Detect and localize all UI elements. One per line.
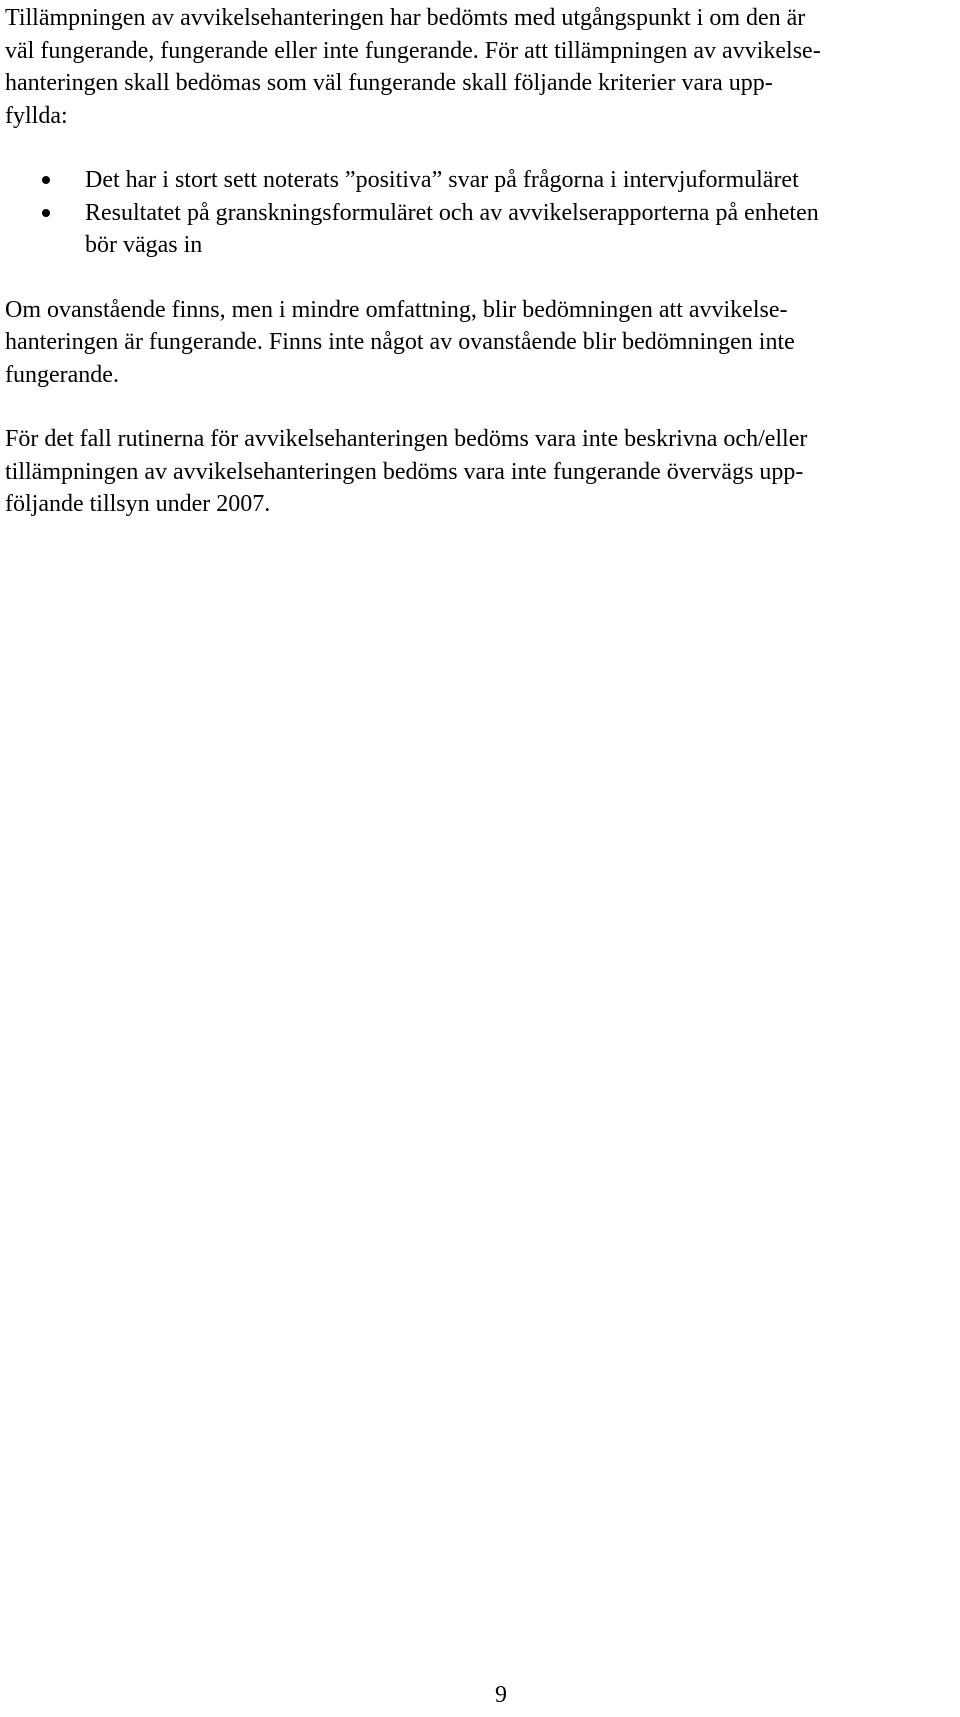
intro-paragraph: [5, 2, 945, 132]
intro-line: hanteringen skall bedömas som väl fungerande skall följande kriterier vara upp-: [5, 70, 773, 96]
followup-paragraph: [5, 423, 945, 521]
bullet-icon: [42, 176, 50, 184]
assessment-line: hanteringen är fungerande. Finns inte något av ovanstående blir bedömningen inte: [5, 329, 795, 355]
bullet-icon: [42, 209, 50, 217]
intro-line: väl fungerande, fungerande eller inte fungerande. För att tillämpningen av avvikelse-: [5, 37, 821, 64]
criteria-line: Resultatet på granskningsformuläret och av avvikelserapporterna på enheten: [85, 199, 819, 226]
assessment-paragraph: [5, 294, 945, 392]
followup-line: tillämpningen av avvikelsehanteringen bedöms vara inte fungerande övervägs upp-: [5, 458, 804, 485]
criteria-item: [5, 197, 945, 262]
assessment-line: fungerande.: [5, 361, 119, 388]
intro-line: Tillämpningen av avvikelsehanteringen har bedömts med utgångspunkt i om den är: [5, 5, 806, 31]
criteria-list: [5, 164, 945, 262]
criteria-line: bör vägas in: [85, 232, 203, 258]
page-number: 9: [495, 1682, 507, 1708]
intro-line: fyllda:: [5, 102, 68, 129]
assessment-line: Om ovanstående finns, men i mindre omfattning, blir bedömningen att avvikelse-: [5, 296, 788, 323]
criteria-item: [5, 164, 945, 197]
followup-line: följande tillsyn under 2007.: [5, 491, 271, 517]
criteria-line: Det har i stort sett noterats ”positiva” svar på frågorna i intervjuformuläret: [85, 167, 799, 193]
document-body: [5, 2, 945, 521]
followup-line: För det fall rutinerna för avvikelsehanteringen bedöms vara inte beskrivna och/eller: [5, 426, 808, 452]
